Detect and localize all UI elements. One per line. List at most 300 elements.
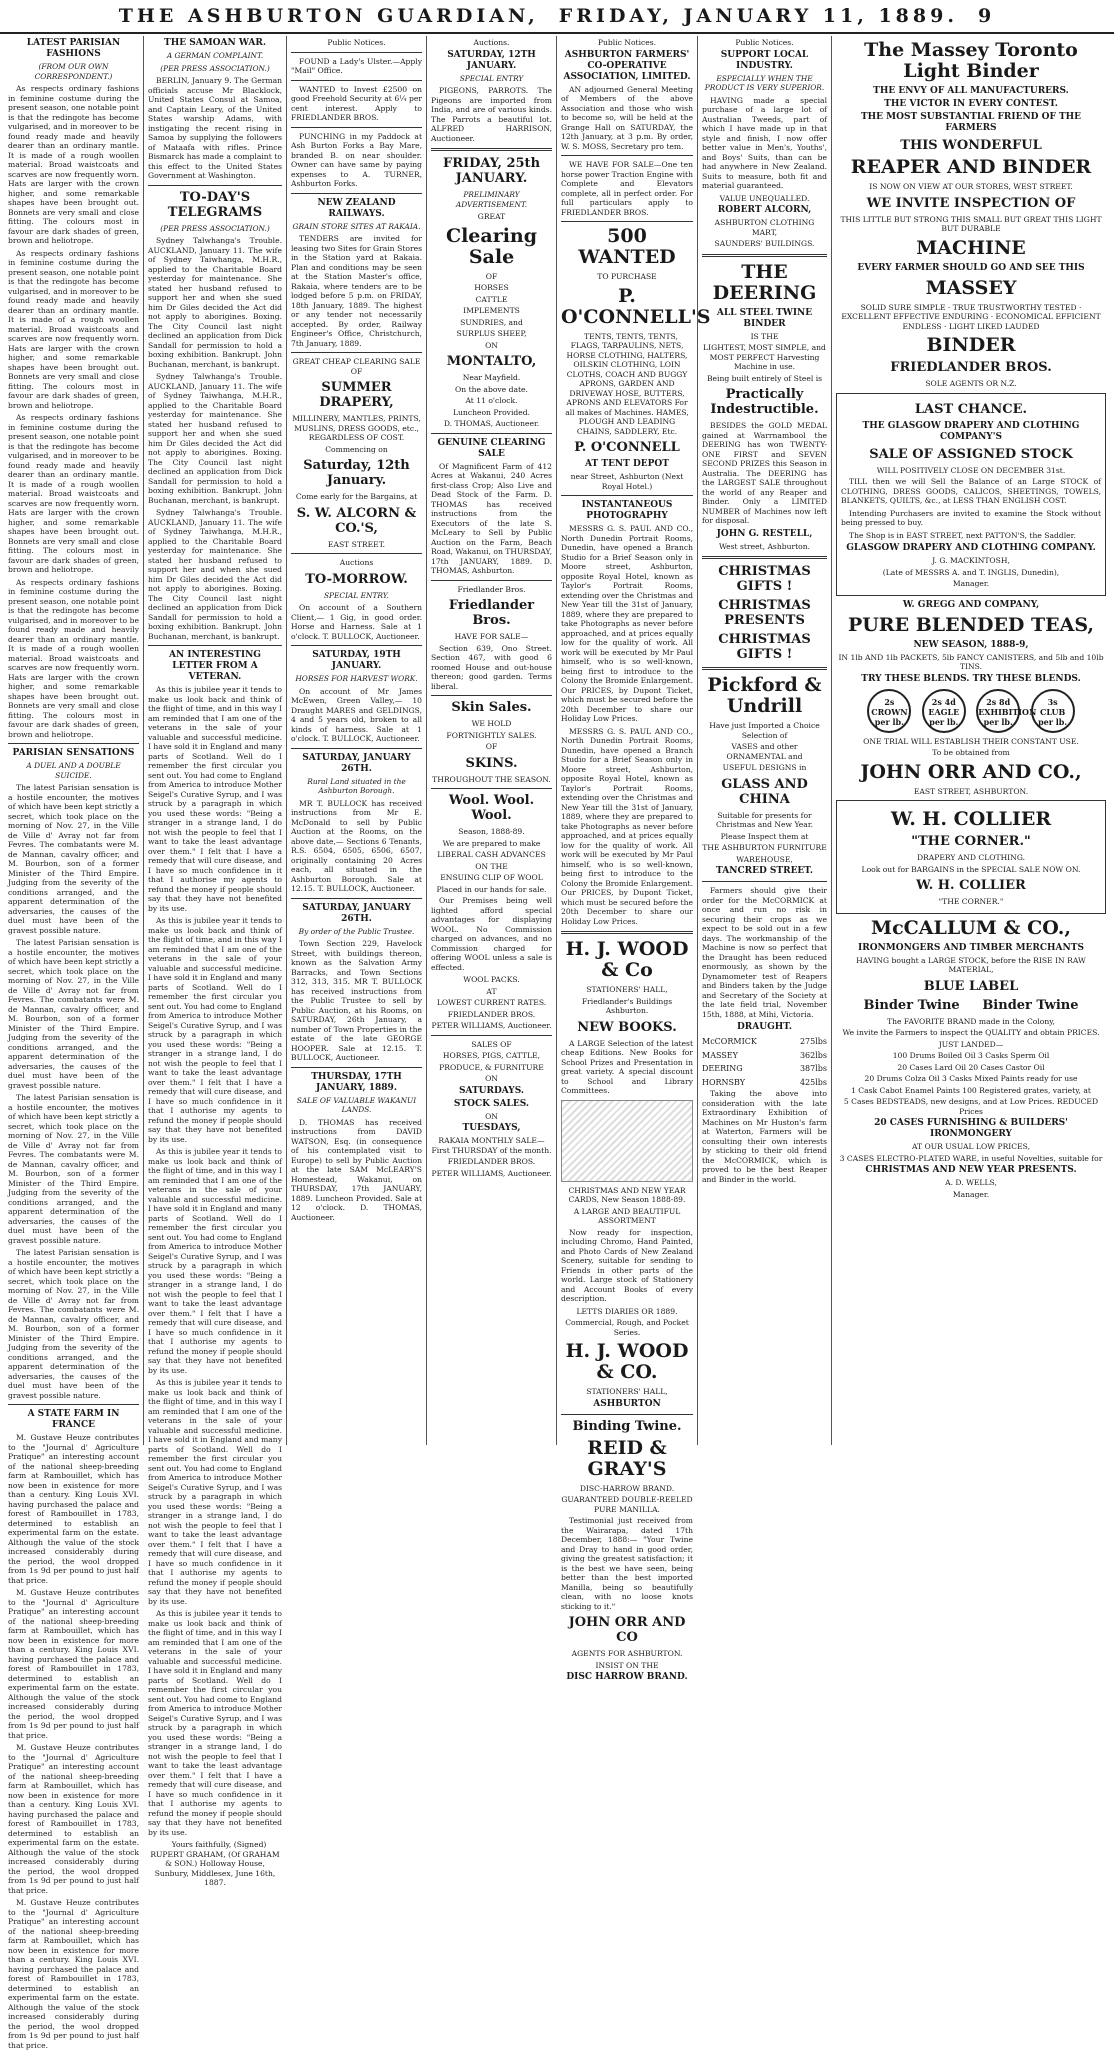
ad-line: TRY THESE BLENDS. TRY THESE BLENDS.	[861, 673, 1081, 684]
tea-price: 2s 8d	[986, 696, 1011, 707]
ad-line: 20 CASES FURNISHING & BUILDERS' IRONMONGERY	[874, 1118, 1068, 1139]
article-body: The latest Parisian sensation is a hostile encounter, the motives of which have been kept strictly a secret, which took place on the morning of Nov. 27, in the Ville de Ville d' Avray not far from Fevres. The combatants were M. de Mannan, cavalry officer, and M. Bourbon, son of a former Minister of the Third Empire. Judging from the severity of the conditions arranged, and the apparent determination of the adversaries, the causes of the duel must have been of the gravest possible nature.	[8, 1248, 139, 1400]
ad-line: THE VICTOR IN EVERY CONTEST.	[884, 99, 1058, 109]
ad-heading: JOHN G. RESTELL,	[716, 528, 813, 539]
ad-line: ONE TRIAL WILL ESTABLISH THEIR CONSTANT USE.	[863, 736, 1079, 746]
ad-heading: CHRISTMAS GIFTS !	[718, 632, 811, 662]
article-subhead: A GERMAN COMPLAINT.	[166, 51, 264, 60]
ad-line: PRODUCE, & FURNITURE	[439, 1062, 544, 1072]
notice-headline: SATURDAY, 19TH JANUARY.	[312, 650, 401, 671]
ad-line: EAST STREET, ASHBURTON.	[913, 786, 1029, 796]
ad-line: LIGHTEST, MOST SIMPLE, and MOST PERFECT Harvesting Machine in use.	[703, 343, 826, 371]
ad-line: WILL POSITIVELY CLOSE ON DECEMBER 31st.	[876, 465, 1066, 475]
ad-line: J. G. MACKINTOSH,	[932, 556, 1010, 565]
divider	[291, 748, 422, 749]
divider	[431, 788, 552, 789]
ad-line: EVERY FARMER SHOULD GO AND SEE THIS	[857, 262, 1085, 273]
article-body: As this is jubilee year it tends to make us look back and think of the flight of time, and in this way I am reminded that I am one of the veterans in the sale of your valuable and successful medicine. I have sold it in England and many parts of Scotland. Well do I remember the first circular you sent out. You had come to England from America to introduce Mother Seigel's Curative Syrup, and I was struck by a paragraph in which you used these words: "Being a stranger in a strange land, I do not wish the people to feel that I want to take the least advantage over them." I felt that I have a remedy that will cure disease, and I have so much confidence in it that I authorise my agents to refund the money if people should say that they have not benefited by its use.	[148, 1378, 282, 1606]
ad-line: Manager.	[952, 1189, 990, 1199]
notice-headline: SATURDAY, JANUARY 26TH.	[302, 752, 411, 774]
illustration	[561, 1100, 693, 1182]
article-body: The latest Parisian sensation is a hostile encounter, the motives of which have been kept strictly a secret, which took place on the morning of Nov. 27, in the Ville de Ville d' Avray not far from Fevres. The combatants were M. de Mannan, cavalry officer, and M. Bourbon, son of a former Minister of the Third Empire. Judging from the severity of the conditions arranged, and the apparent determination of the adversaries, the causes of the duel must have been of the gravest possible nature.	[8, 1093, 139, 1245]
ad-line: On the above date.	[455, 384, 528, 394]
divider	[561, 221, 693, 222]
notice-subhead: SALE OF VALUABLE WAKANUI LANDS.	[296, 1095, 417, 1114]
ad-line: near Street, Ashburton (Next Royal Hotel.)	[570, 472, 684, 491]
article-body: M. Gustave Heuze contributes to the "Journal d' Agriculture Pratique" an interesting account of the national sheep-breeding farm at Rambouillet, which has now been in existence for more than a century. King Louis XVI. having purchased the palace and forest of Rambouillet in 1783, determined to establish an experimental farm on the estate. Although the value of the stock increased considerably during the period, the wool dropped from 1s 9d per pound to just half that price.	[8, 1743, 139, 1895]
notice: On account of a Southern Client,— 1 Gig, in good order. Horse and Harness. Sale at 1 o'clock. T. BULLOCK, Auctioneer.	[291, 603, 422, 641]
ad-line: DISC-HARROW BRAND.	[579, 1483, 675, 1493]
divider	[702, 881, 827, 882]
notice-headline: SATURDAY, JANUARY 26TH.	[302, 902, 411, 924]
section-label: Public Notices.	[597, 38, 657, 47]
ad-line: WAREHOUSE,	[736, 854, 793, 864]
article-body: M. Gustave Heuze contributes to the "Journal d' Agriculture Pratique" an interesting account of the national sheep-breeding farm at Rambouillet, which has now been in existence for more than a century. King Louis XVI. having purchased the palace and forest of Rambouillet in 1783, determined to establish an experimental farm on the estate. Although the value of the stock increased considerably during the period, the wool dropped from 1s 9d per pound to just half that price.	[8, 1898, 139, 2050]
article-body: Sydney Talwhanga's Trouble. AUCKLAND, January 11. The wife of Sydney Taiwhanga, M.H.R., applied to the Charitable Board yesterday for maintenance. She stated her husband refused to support her and when she sued him Dr Giles decided the Act did not apply to aborigines. Boxing. The City Council last night declined an application from Dick Sandall for permission to hold a boxing exhibition. Bankrupt. John Buchanan, merchant, is bankrupt.	[148, 236, 282, 369]
ad-line: VALUE UNEQUALLED.	[719, 193, 810, 203]
section-label: Auctions	[339, 558, 374, 567]
ad-heading: Saturday, 12th January.	[303, 458, 410, 488]
article-body: The latest Parisian sensation is a hostile encounter, the motives of which have been kept strictly a secret, which took place on the morning of Nov. 27, in the Ville de Ville d' Avray not far from Fevres. The combatants were M. de Mannan, cavalry officer, and M. Bourbon, son of a former Minister of the Third Empire. Judging from the severity of the conditions arranged, and the apparent determination of the adversaries, the causes of the duel must have been of the gravest possible nature.	[8, 938, 139, 1090]
article-body: The latest Parisian sensation is a hostile encounter, the motives of which have been kept strictly a secret, which took place on the morning of Nov. 27, in the Ville de Ville d' Avray not far from Fevres. The combatants were M. de Mannan, cavalry officer, and M. Bourbon, son of a former Minister of the Third Empire. Judging from the severity of the conditions arranged, and the apparent determination of the adversaries, the causes of the duel must have been of the gravest possible nature.	[8, 783, 139, 935]
divider	[431, 695, 552, 696]
ad-line: Suitable for presents for Christmas and New Year.	[715, 810, 814, 829]
ad-line: THE MOST SUBSTANTIAL FRIEND OF THE FARMERS	[860, 112, 1082, 133]
notice-subhead: SPECIAL ENTRY	[459, 73, 524, 83]
ad-line: Commencing on	[325, 444, 388, 454]
article-headline: AN INTERESTING LETTER FROM A VETERAN.	[169, 650, 261, 682]
notice: WANTED to Invest £2500 on good Freehold Security at 6¼ per cent interest. Apply to FRIEDLANDER BROS.	[291, 84, 422, 122]
ad-heading: GLASGOW DRAPERY AND CLOTHING COMPANY.	[846, 543, 1096, 553]
article-headline: LATEST PARISIAN FASHIONS	[26, 38, 121, 59]
ad-body: HAVING made a special purchase of a large lot of Australian Tweeds, part of which I have made up in that style and finish, I now offer better value in Men's, Youths', and Boys' Suits, than can be had anywhere in New Zealand. Suits to measure, both fit and material guaranteed.	[702, 95, 827, 190]
glasgow-drapery-ad	[836, 393, 1106, 596]
article-body: As this is jubilee year it tends to make us look back and think of the flight of time, and in this way I am reminded that I am one of the veterans in the sale of your valuable and successful medicine. I have sold it in England and many parts of Scotland. Well do I remember the first circular you sent out. You had come to England from America to introduce Mother Seigel's Curative Syrup, and I was struck by a paragraph in which you used these words: "Being a stranger in a strange land, I do not wish the people to feel that I want to take the least advantage over them." I felt that I have a remedy that will cure disease, and I have so much confidence in it that I authorise my agents to refund the money if people should say that they have not benefited by its use.	[148, 916, 282, 1144]
ad-heading: BLUE LABEL	[923, 978, 1019, 994]
ad-body: Farmers should give their order for the McCORMICK at once and run no risk in securing their crops as we expect to be sold out in a few days. The workmanship of the Machine is now so perfect that the Draught has been reduced enormously, as shown by the Dynamometer test of Reapers and Binders taken by the Judge and Secretary of the Society at the late field trial, November 15th, 1888, at Mihi, Victoria.	[702, 886, 827, 1019]
ad-line: HORSES	[474, 283, 509, 292]
tea-seal-crown	[867, 689, 911, 733]
tea-unit: per lb.	[1038, 716, 1068, 727]
ad-line: AGENTS FOR ASHBURTON.	[571, 1649, 683, 1658]
section-label: Public Notices.	[327, 38, 386, 47]
collier-ad	[836, 800, 1106, 914]
divider	[431, 433, 552, 434]
ad-line: THE ENVY OF ALL MANUFACTURERS.	[873, 86, 1069, 96]
table-cell: 425lbs	[799, 1077, 827, 1087]
ad-line: IS NOW ON VIEW AT OUR STORES, WEST STREET.	[869, 182, 1073, 191]
ad-line: Friedlander's Buildings Ashburton.	[581, 996, 673, 1015]
ad-line: 20 Cases Lard Oil 20 Cases Castor Oil	[897, 1062, 1045, 1072]
article-body: M. Gustave Heuze contributes to the "Journal d' Agriculture Pratique" an interesting account of the national sheep-breeding farm at Rambouillet, which has now been in existence for more than a century. King Louis XVI. having purchased the palace and forest of Rambouillet in 1783, determined to establish an experimental farm on the estate. Although the value of the stock increased considerably during the period, the wool dropped from 1s 9d per pound to just half that price.	[8, 1433, 139, 1585]
notice: MESSRS G. S. PAUL AND CO., North Dunedin Portrait Rooms, Dunedin, have opened a Branch Studio for a Brief Season only in Moore street, Ashburton, opposite Royal Hotel, known as Taylor's Portrait Rooms, extending over the Christmas and New Year till the 31st of January, 1889, where they are prepared to take Photographs as never before approached, and at prices equally low for the quality of work. All work will be executed by Mr Paul himself, who is so well-known, being first to introduce to the Colony the Bromide Enlargement. Our PRICES, by Dupont Ticket, which must be secured before the 20th December to share our Holiday Low Prices.	[561, 726, 693, 926]
table-row	[702, 1062, 827, 1076]
tea-unit: per lb.	[983, 716, 1013, 727]
ad-heading: P. O'CONNELL'S	[561, 284, 711, 328]
ad-heading: P. O'CONNELL	[574, 440, 680, 455]
ad-line: Season, 1888-89.	[458, 827, 525, 836]
article-body: As respects ordinary fashions in feminine costume during the present season, one notable point is that the redingote has become vulgarised, and in moreover to be found ready made and heavily dearer than an ordinary mantle. It is made of a rough woollen material. Broad waistcoats and scarves are now frequently worn. Hats are larger with the crown higher, and some remarkable shapes have been brought out. Bonnets are very small and close fitting. The colours most in favour are dark shades of green, brown and heliotrope.	[8, 84, 139, 245]
ad-line: NEW SEASON, 1888-9,	[913, 639, 1029, 650]
ad-heading: ROBERT ALCORN,	[717, 205, 812, 215]
table-cell: McCORMICK	[702, 1037, 757, 1046]
ad-line: Commercial, Rough, and Pocket Series.	[565, 1318, 689, 1337]
ad-line: HORSES, PIGS, CATTLE,	[442, 1051, 541, 1060]
ad-heading: The Massey Toronto Light Binder	[864, 39, 1078, 82]
ad-line: AT OUR USUAL LOW PRICES,	[911, 1142, 1031, 1151]
column-5	[557, 36, 711, 1682]
ad-line: ENSUING CLIP OF WOOL	[440, 873, 543, 882]
tea-seal-club	[1031, 689, 1075, 733]
notice: D. THOMAS has received instructions from DAVID WATSON, Esq. (in consequence of his contemplated visit to Europe) to sell by Public Auction at the late SAM McLEARY'S Homestead, Wakanui, on THURSDAY, 17th JANUARY, 1889. Luncheon Provided. Sale at 12 o'clock. D. THOMAS, Auctioneer.	[291, 1117, 422, 1222]
table-cell: 362lbs	[799, 1050, 827, 1060]
ad-line: LIBERAL CASH ADVANCES	[437, 850, 546, 859]
ad-line: Please Inspect them at	[720, 831, 809, 841]
table-cell: 387lbs	[799, 1064, 827, 1073]
divider	[561, 931, 693, 934]
ad-line: FORTNIGHTLY SALES.	[446, 730, 537, 740]
ad-heading: TANCRED STREET.	[716, 866, 813, 876]
ad-heading: SUMMER DRAPERY,	[319, 380, 394, 410]
notice-subhead: GRAIN STORE SITES AT RAKAIA.	[292, 221, 421, 231]
divider	[702, 667, 827, 670]
notice-headline: THURSDAY, 17TH JANUARY, 1889.	[311, 1071, 402, 1093]
notice: MESSRS G. S. PAUL AND CO., North Dunedin Portrait Rooms, Dunedin, have opened a Branch Studio for a Brief Season only in Moore street, Ashburton, opposite Royal Hotel, known as Taylor's Portrait Rooms, extending over the Christmas and New Year till the 31st of January, 1889, where they are prepared to take Photographs as never before approached, and at prices equally low for the quality of work. All work will be executed by Mr Paul himself, who is so well-known, being first to introduce to the Colony the Bromide Enlargement. Our PRICES, by Dupont Ticket, which must be secured before the 20th December to share our Holiday Low Prices.	[561, 524, 693, 723]
divider	[561, 1414, 693, 1415]
ad-heading: JOHN ORR AND CO	[568, 1615, 686, 1645]
ad-heading: W. H. COLLIER	[890, 808, 1052, 830]
notice-headline: ASHBURTON FARMERS' CO-OPERATIVE ASSOCIATION, LIMITED.	[563, 49, 691, 82]
ad-line: VASES and other ORNAMENTAL and	[726, 742, 803, 761]
section-label: Friedlander Bros.	[457, 584, 526, 594]
notice-headline: GENUINE CLEARING SALE	[437, 437, 546, 459]
ad-line: FRIEDLANDER BROS.	[447, 1009, 536, 1019]
ad-line: RAKAIA MONTHLY SALE—First THURSDAY of the month.	[431, 1136, 552, 1155]
ad-heading: McCALLUM & CO.,	[871, 916, 1071, 939]
ad-line: Near Mayfield.	[462, 373, 521, 382]
ad-line: SAUNDERS' BUILDINGS.	[714, 239, 815, 248]
ad-line: West street, Ashburton.	[718, 541, 811, 551]
ad-line: Come early for the Bargains, at	[295, 492, 418, 501]
notice-headline: NEW ZEALAND RAILWAYS.	[317, 197, 396, 219]
table-title: DRAUGHT.	[737, 1022, 792, 1032]
divider	[431, 148, 552, 151]
ad-line: JUST LANDED—	[938, 1039, 1004, 1049]
tea-name: EAGLE	[928, 706, 960, 717]
ad-line: HAVE FOR SALE—	[454, 632, 529, 641]
divider	[291, 898, 422, 899]
ad-line: OF	[485, 271, 498, 281]
notice-subhead: HORSES FOR HARVEST WORK.	[295, 674, 418, 683]
table-cell: DEERING	[702, 1064, 743, 1073]
column-7	[832, 36, 1110, 1445]
ad-line: Luncheon Provided.	[453, 407, 530, 417]
section-label: Public Notices.	[735, 38, 794, 47]
divider	[561, 155, 693, 156]
ad-line: SOLID SURE SIMPLE · TRUE TRUSTWORTHY TESTED · EXCELLENT EFFECTIVE ENDURING · ECONOMICAL EFFICIENT ENDLESS · LIGHT LIKED LAUDED	[841, 302, 1101, 331]
ad-body: The Shop is in EAST STREET, next PATTON'S, the Saddler.	[849, 530, 1076, 540]
ad-heading: Pickford & Undrill	[707, 674, 822, 717]
ad-line: 1 Cask Cabot Enamel Paints 100 Registered grates, variety, at	[851, 1085, 1091, 1095]
ad-body: BESIDES the GOLD MEDAL gained at Warrnambool the DEERING has won TWENTY-ONE FIRST and SEVEN SECOND PRIZES this Season in Australia. The DEERING has the LARGEST SALE throughout the world of any Reaper and Binder. Only a LIMITED NUMBER of Machines now left for disposal.	[702, 421, 827, 525]
ad-line: 20 Drums Colza Oil 3 Casks Mixed Paints ready for use	[864, 1074, 1078, 1083]
ad-line: PETER WILLIAMS, Auctioneer.	[431, 1021, 552, 1030]
divider	[291, 645, 422, 646]
tea-seal-eagle	[922, 689, 966, 733]
ad-line: CHRISTMAS AND NEW YEAR CARDS, New Season 1888-89.	[568, 1185, 686, 1204]
notice-subhead: ESPECIALLY WHEN THE PRODUCT IS VERY SUPERIOR.	[704, 73, 825, 92]
table-cell: HORNSBY	[702, 1077, 746, 1087]
notice: Section 639, Ono Street. Section 467, with good 6 roomed House and out-house thereon; good garden. Terms liberal.	[431, 643, 552, 691]
draught-table	[702, 1035, 827, 1089]
tea-unit: per lb.	[874, 716, 904, 727]
ad-line: 5 Cases BEDSTEADS, new designs, and at Low Prices. REDUCED Prices	[843, 1097, 1099, 1116]
article-body: M. Gustave Heuze contributes to the "Journal d' Agriculture Pratique" an interesting account of the national sheep-breeding farm at Rambouillet, which has now been in existence for more than a century. King Louis XVI. having purchased the palace and forest of Rambouillet in 1783, determined to establish an experimental farm on the estate. Although the value of the stock increased considerably during the period, the wool dropped from 1s 9d per pound to just half that price.	[8, 1588, 139, 1740]
ad-line: TO PURCHASE	[597, 272, 657, 281]
ad-line: GUARANTEED DOUBLE-REELED PURE MANILLA.	[561, 1495, 693, 1514]
notice-subhead: PRELIMINARY ADVERTISEMENT.	[455, 190, 528, 209]
article-body: As this is jubilee year it tends to make us look back and think of the flight of time, and in this way I am reminded that I am one of the veterans in the sale of your valuable and successful medicine. I have sold it in England and many parts of Scotland. Well do I remember the first circular you sent out. You had come to England from America to introduce Mother Seigel's Curative Syrup, and I was struck by a paragraph in which you used these words: "Being a stranger in a strange land, I do not wish the people to feel that I want to take the least advantage over them." I felt that I have a remedy that will cure disease, and I have so much confidence in it that I authorise my agents to refund the money if people should say that they have not benefited by its use.	[148, 685, 282, 913]
article-body: As this is jubilee year it tends to make us look back and think of the flight of time, and in this way I am reminded that I am one of the veterans in the sale of your valuable and successful medicine. I have sold it in England and many parts of Scotland. Well do I remember the first circular you sent out. You had come to England from America to introduce Mother Seigel's Curative Syrup, and I was struck by a paragraph in which you used these words: "Being a stranger in a strange land, I do not wish the people to feel that I want to take the least advantage over them." I felt that I have a remedy that will cure disease, and I have so much confidence in it that I authorise my agents to refund the money if people should say that they have not benefited by its use.	[148, 1147, 282, 1375]
ad-line: Have just Imported a Choice Selection of	[709, 721, 820, 740]
ad-heading: BINDER	[926, 334, 1016, 356]
ad-heading: H. J. WOOD & CO.	[565, 1340, 689, 1383]
ad-line: AT	[486, 986, 497, 996]
ad-heading: THE DEERING	[712, 260, 817, 304]
ad-line: PETER WILLIAMS, Auctioneer.	[431, 1168, 552, 1178]
divider	[291, 193, 422, 194]
tea-seals	[836, 687, 1106, 735]
ad-heading: S. W. ALCORN & CO.'S,	[296, 505, 417, 536]
article-byline: (PER PRESS ASSOCIATION.)	[160, 223, 270, 233]
article-headline: PARISIAN SENSATIONS	[12, 748, 135, 758]
divider	[291, 553, 422, 554]
ad-line: IN 1lb AND 1lb PACKETS, 5lb FANCY CANISTERS, and 5lb and 10lb TINS.	[838, 652, 1104, 671]
masthead-date: FRIDAY, JANUARY 11, 1889.	[558, 5, 958, 27]
ad-heading: REAPER AND BINDER	[850, 156, 1092, 178]
ad-body: Taking the above into consideration with the late Extraordinary Exhibition of Machines on Mr Huston's farm at Waterton, Farmers will be consulting their own interests by sticking to their old friend the McCORMICK, which is proved to be the best Reaper and Binder in the world.	[702, 1089, 827, 1184]
article-body: As this is jubilee year it tends to make us look back and think of the flight of time, and in this way I am reminded that I am one of the veterans in the sale of your valuable and successful medicine. I have sold it in England and many parts of Scotland. Well do I remember the first circular you sent out. You had come to England from America to introduce Mother Seigel's Curative Syrup, and I was struck by a paragraph in which you used these words: "Being a stranger in a strange land, I do not wish the people to feel that I want to take the least advantage over them." I felt that I have a remedy that will cure disease, and I have so much confidence in it that I authorise my agents to refund the money if people should say that they have not benefited by its use.	[148, 1609, 282, 1837]
ad-line: IMPLEMENTS	[463, 306, 520, 315]
ad-line: 100 Drums Boiled Oil 3 Casks Sperm Oil	[892, 1051, 1050, 1060]
ad-heading: Skin Sales.	[451, 700, 532, 715]
ad-line: Manager.	[952, 579, 990, 588]
ad-heading: SALE OF ASSIGNED STOCK	[869, 446, 1073, 462]
ad-heading: TUESDAYS,	[462, 1123, 521, 1133]
column-3	[287, 36, 427, 1445]
divider	[148, 645, 282, 646]
ad-heading: Binder Twine	[982, 997, 1079, 1013]
ad-heading: CHRISTMAS PRESENTS	[718, 598, 811, 628]
table-cell: MASSEY	[702, 1050, 738, 1060]
ad-heading: Friedlander Bros.	[448, 598, 535, 628]
notice: On account of Mr James McEwen, Green Valley,— 10 Draught MARES and GELDINGS, 4 and 5 years old, broken to all kinds of harness. Sale at 1 o'clock. T. BULLOCK, Auctioneer.	[291, 686, 422, 743]
divider	[702, 556, 827, 559]
ad-heading: REID & GRAY'S	[587, 1436, 667, 1480]
ad-heading: MACHINE	[916, 236, 1026, 259]
ad-heading: Practically Indestructible.	[710, 387, 819, 417]
ad-heading: Binder Twine	[863, 997, 960, 1013]
ad-line: IS THE	[750, 331, 779, 341]
notice-headline: INSTANTANEOUS PHOTOGRAPHY	[581, 500, 673, 521]
article-byline: (PER PRESS ASSOCIATION.)	[160, 63, 270, 73]
article-body: Sydney Talwhanga's Trouble. AUCKLAND, January 11. The wife of Sydney Taiwhanga, M.H.R., applied to the Charitable Board yesterday for maintenance. She stated her husband refused to support her and when she sued him Dr Giles decided the Act did not apply to aborigines. Boxing. The City Council last night declined an application from Dick Sandall for permission to hold a boxing exhibition. Bankrupt. John Buchanan, merchant, is bankrupt.	[148, 372, 282, 505]
divider	[561, 495, 693, 496]
ad-line: THE GLASGOW DRAPERY AND CLOTHING COMPANY'S	[862, 420, 1080, 442]
ad-line: A LARGE AND BEAUTIFUL ASSORTMENT	[573, 1206, 681, 1225]
ad-line: 3 CASES ELECTRO-PLATED WARE, in useful Novelties, suitable for	[839, 1153, 1103, 1163]
ad-heading: NEW BOOKS.	[577, 1019, 677, 1035]
divider	[291, 352, 422, 353]
ad-line: Placed in our hands for sale.	[436, 884, 547, 894]
ad-line: (Late of MESSRS A. and T. INGLIS, Dunedin),	[882, 567, 1060, 577]
ad-heading: Clearing Sale	[445, 224, 538, 268]
ad-heading: WE INVITE INSPECTION OF	[866, 195, 1076, 211]
ad-line: ON THE	[475, 861, 508, 871]
notice: AN adjourned General Meeting of Members of the above Association and those who wish to become so, will be held at the Grange Hall on SATURDAY, the 12th January, at 3 p.m. By order, W. S. MOSS, Secretary pro tem.	[561, 84, 693, 151]
notice: Town Section 229, Havelock Street, with buildings thereon, known as the Salvation Army Barracks, and Town Sections 312, 313, 315. MR T. BULLOCK has received instructions from the Public Trustee to sell by Public Auction, at his Rooms, on SATURDAY, 26th January, a number of Town Properties in the estate of the late GEORGE HOOPER. Sale at 12.15. T. BULLOCK, Auctioneer.	[291, 939, 422, 1062]
ad-line: At 11 o'clock.	[465, 396, 518, 405]
divider	[431, 1035, 552, 1036]
ad-heading: AT TENT DEPOT	[585, 459, 669, 469]
ad-heading: JOHN ORR AND CO.,	[860, 760, 1082, 783]
article-body: BERLIN, January 9. The German officials accuse Mr Blacklock, United States Consul at Samoa, and Captain Leary, of the United States warship Adams, with instigating the recent rising in Samoa by supplying the followers of Mataafa with rifles. Prince Bismarck has made a complaint to this effect to the United States Government at Washington.	[148, 76, 282, 180]
ad-line: To be obtained from	[932, 748, 1010, 757]
ad-heading: ALL STEEL TWINE BINDER	[716, 307, 813, 329]
tea-price: 2s	[884, 696, 895, 707]
ad-line: CATTLE	[475, 294, 508, 304]
article-subhead: (FROM OUR OWN CORRESPONDENT.)	[34, 62, 113, 81]
ad-line: SALES OF	[471, 1039, 512, 1049]
masthead-title: THE ASHBURTON GUARDIAN,	[118, 5, 539, 27]
ad-heading: DISC HARROW BRAND.	[566, 1672, 688, 1682]
masthead	[0, 0, 1114, 34]
notice-subhead: SPECIAL ENTRY.	[323, 590, 389, 600]
divider	[291, 52, 422, 53]
notice-subhead: By order of the Public Trustee.	[298, 926, 415, 936]
ad-heading: STOCK SALES.	[453, 1098, 530, 1109]
divider	[291, 80, 422, 81]
article-body: Sydney Talwhanga's Trouble. AUCKLAND, January 11. The wife of Sydney Taiwhanga, M.H.R., applied to the Charitable Board yesterday for maintenance. She stated her husband refused to support her and when she sued him Dr Giles decided the Act did not apply to aborigines. Boxing. The City Council last night declined an application from Dick Sandall for permission to hold a boxing exhibition. Bankrupt. John Buchanan, merchant, is bankrupt.	[148, 508, 282, 641]
ad-heading: SATURDAYS.	[458, 1085, 525, 1096]
letter-signature: Yours faithfully, (Signed) RUPERT GRAHAM, (Of GRAHAM & SON.) Holloway House, Sunbury, Middlesex, June 16th, 1887.	[150, 1840, 280, 1887]
ad-line: D. THOMAS, Auctioneer.	[443, 419, 540, 428]
ad-line: We invite the Farmers to inspect the QUALITY and obtain PRICES.	[842, 1028, 1100, 1037]
ad-body: A LARGE Selection of the latest cheap Editions. New Books for School Prizes and Presentation in great variety. A special discount to School and Library Committees.	[561, 1038, 693, 1095]
ad-line: ASHBURTON CLOTHING MART,	[714, 218, 815, 237]
ad-line: LETTS DIARIES OR 1889.	[576, 1306, 678, 1316]
ad-line: IRONMONGERS AND TIMBER MERCHANTS	[858, 942, 1084, 953]
ad-body: Intending Purchasers are invited to examine the Stock without being pressed to buy.	[841, 508, 1101, 527]
column-6	[698, 36, 832, 1445]
ad-heading: Binding Twine.	[572, 1418, 682, 1434]
tea-seal-exhibition	[976, 689, 1037, 733]
ad-line: We are prepared to make	[442, 838, 541, 848]
article-headline: TO-DAY'S TELEGRAMS	[167, 189, 263, 220]
table-row	[702, 1035, 827, 1049]
column-4	[427, 36, 557, 1445]
notice-headline: TO-MORROW.	[305, 571, 408, 587]
tea-name: CROWN	[871, 706, 908, 717]
ad-line: WE HOLD	[471, 719, 512, 728]
ad-heading: THIS WONDERFUL	[900, 138, 1042, 153]
masthead-page-number: 9	[977, 5, 996, 27]
notice-headline: FRIDAY, 25th JANUARY.	[442, 156, 541, 186]
ad-line: STATIONERS' HALL,	[586, 1387, 668, 1396]
notice: PIGEONS, PARROTS. The Pigeons are imported from India, and are of various kinds. The Parrots a beautiful lot. ALFRED HARRISON, Auctioneer.	[431, 86, 552, 143]
article-body: As respects ordinary fashions in feminine costume during the present season, one notable point is that the redingote has become vulgarised, and in moreover to be found ready made and heavily dearer than an ordinary mantle. It is made of a rough woollen material. Broad waistcoats and scarves are now frequently worn. Hats are larger with the crown higher, and some remarkable shapes have been brought out. Bonnets are very small and close fitting. The colours most in favour are dark shades of green, brown and heliotrope.	[8, 248, 139, 410]
ad-line: GREAT	[477, 212, 506, 221]
ad-line: HAVING bought a LARGE STOCK, before the RISE IN RAW MATERIAL,	[856, 955, 1086, 974]
column-2	[144, 36, 287, 1887]
ad-line: CHRISTMAS AND NEW YEAR PRESENTS.	[865, 1165, 1077, 1175]
divider	[148, 185, 282, 186]
ad-line: FRIEDLANDER BROS.	[447, 1157, 536, 1166]
ad-line: The FAVORITE BRAND made in the Colony,	[887, 1016, 1055, 1026]
ad-line: SUNDRIES, and	[460, 317, 523, 327]
notice: Our Premises being well lighted afford special advantages for displaying WOOL. No Commission charged on advances, and no Commission charged for offering WOOL unless a sale is effected.	[431, 896, 552, 972]
ad-line: "THE CORNER."	[938, 897, 1004, 906]
ad-line: ON	[485, 340, 498, 350]
article-body: As respects ordinary fashions in feminine costume during the present season, one notable point is that the redingote has become vulgarised, and in moreover to be found ready made and heavily dearer than an ordinary mantle. It is made of a rough woollen material. Broad waistcoats and scarves are now frequently worn. Hats are larger with the crown higher, and some remarkable shapes have been brought out. Bonnets are very small and close fitting. The colours most in favour are dark shades of green, brown and heliotrope.	[8, 413, 139, 574]
tea-price: 2s 4d	[931, 696, 956, 707]
ad-line: INSIST ON THE	[595, 1660, 659, 1670]
ad-heading: GLASS AND CHINA	[721, 776, 808, 807]
ad-line: DRAPERY AND CLOTHING.	[916, 853, 1026, 862]
divider	[8, 1404, 139, 1405]
ad-line: Being built entirely of Steel is	[706, 373, 823, 383]
ad-heading: ASHBURTON	[593, 1398, 661, 1409]
ad-heading: W. H. COLLIER	[916, 878, 1026, 893]
notice: TENDERS are invited for leasing two Sites for Grain Stores in the Station yard at Rakaia. Plan and conditions may be seen at the Station Master's office, Rakaia, where tenders are to be lodged before 5 p.m. on FRIDAY, 18th January, 1889. The highest or any tender not necessarily accepted. By order, Railway Engineer's Office, Christchurch, 7th January, 1889.	[291, 234, 422, 348]
divider	[702, 254, 827, 257]
tea-price: 3s	[1047, 696, 1058, 707]
ad-heading: H. J. WOOD & Co	[565, 938, 689, 981]
divider	[431, 580, 552, 581]
ad-line: WOOL PACKS.	[463, 975, 520, 984]
article-headline: A STATE FARM IN FRANCE	[27, 1409, 120, 1430]
ad-line: THROUGHOUT THE SEASON.	[432, 774, 551, 784]
ad-heading: LAST CHANCE.	[914, 401, 1028, 417]
ad-line: GREAT CHEAP CLEARING SALE OF	[292, 357, 421, 376]
notice: WE HAVE FOR SALE—One ten horse power Traction Engine with Complete and Elevators complete, all in perfect order. For full particulars apply to FRIEDLANDER BROS.	[561, 160, 693, 217]
notice-headline: SATURDAY, 12TH JANUARY.	[447, 49, 536, 71]
table-row	[702, 1076, 827, 1090]
ad-heading: PURE BLENDED TEAS,	[847, 613, 1095, 636]
table-cell: 275lbs	[799, 1037, 827, 1046]
ad-line: ON	[485, 1074, 498, 1083]
ad-body: TENTS, TENTS, TENTS, FLAGS, TARPAULINS, NETS, HORSE CLOTHING, HALTERS, OILSKIN CLOTHING, LOIN CLOTHS, COACH AND BUGGY APRONS, GARDEN AND DRIVEWAY HOSE, BUTTERS, APRONS AND ELEVATORS For all makes of Machines. HAMES, PLOUGH AND LEADING CHAINS, SADDLERY, Etc.	[565, 331, 689, 436]
ad-line: W. GREGG AND COMPANY,	[902, 599, 1040, 610]
section-label: Auctions.	[473, 38, 510, 47]
ad-line: MILLINERY, MANTLES, PRINTS, MUSLINS, DRESS GOODS, etc., REGARDLESS OF COST.	[292, 414, 421, 442]
ad-body: TILL then we will Sell the Balance of an Large STOCK of CLOTHING, DRESS GOODS, CALICOS, SHEETINGS, TOWELS, BLANKETS, QUILTS, &c., at LESS THAN ENGLISH COST.	[841, 477, 1101, 505]
ad-heading: "THE CORNER."	[911, 834, 1031, 849]
ad-heading: MASSEY	[925, 276, 1017, 299]
article-subhead: A DUEL AND A DOUBLE SUICIDE.	[26, 761, 121, 780]
ad-heading: 500 WANTED	[578, 225, 676, 268]
ad-line: A. D. WELLS,	[945, 1178, 997, 1187]
notice-headline: SUPPORT LOCAL INDUSTRY.	[720, 49, 809, 71]
ad-line: Look out for BARGAINS in the SPECIAL SALE NOW ON.	[861, 864, 1081, 874]
divider	[291, 127, 422, 128]
ad-heading: MONTALTO,	[446, 354, 537, 369]
ad-line: ON	[485, 1111, 498, 1121]
ad-line: THE ASHBURTON FURNITURE	[702, 843, 827, 852]
ad-line: OF	[485, 742, 498, 751]
ad-heading: CHRISTMAS GIFTS !	[718, 564, 811, 594]
ad-line: STATIONERS' HALL,	[586, 985, 668, 994]
